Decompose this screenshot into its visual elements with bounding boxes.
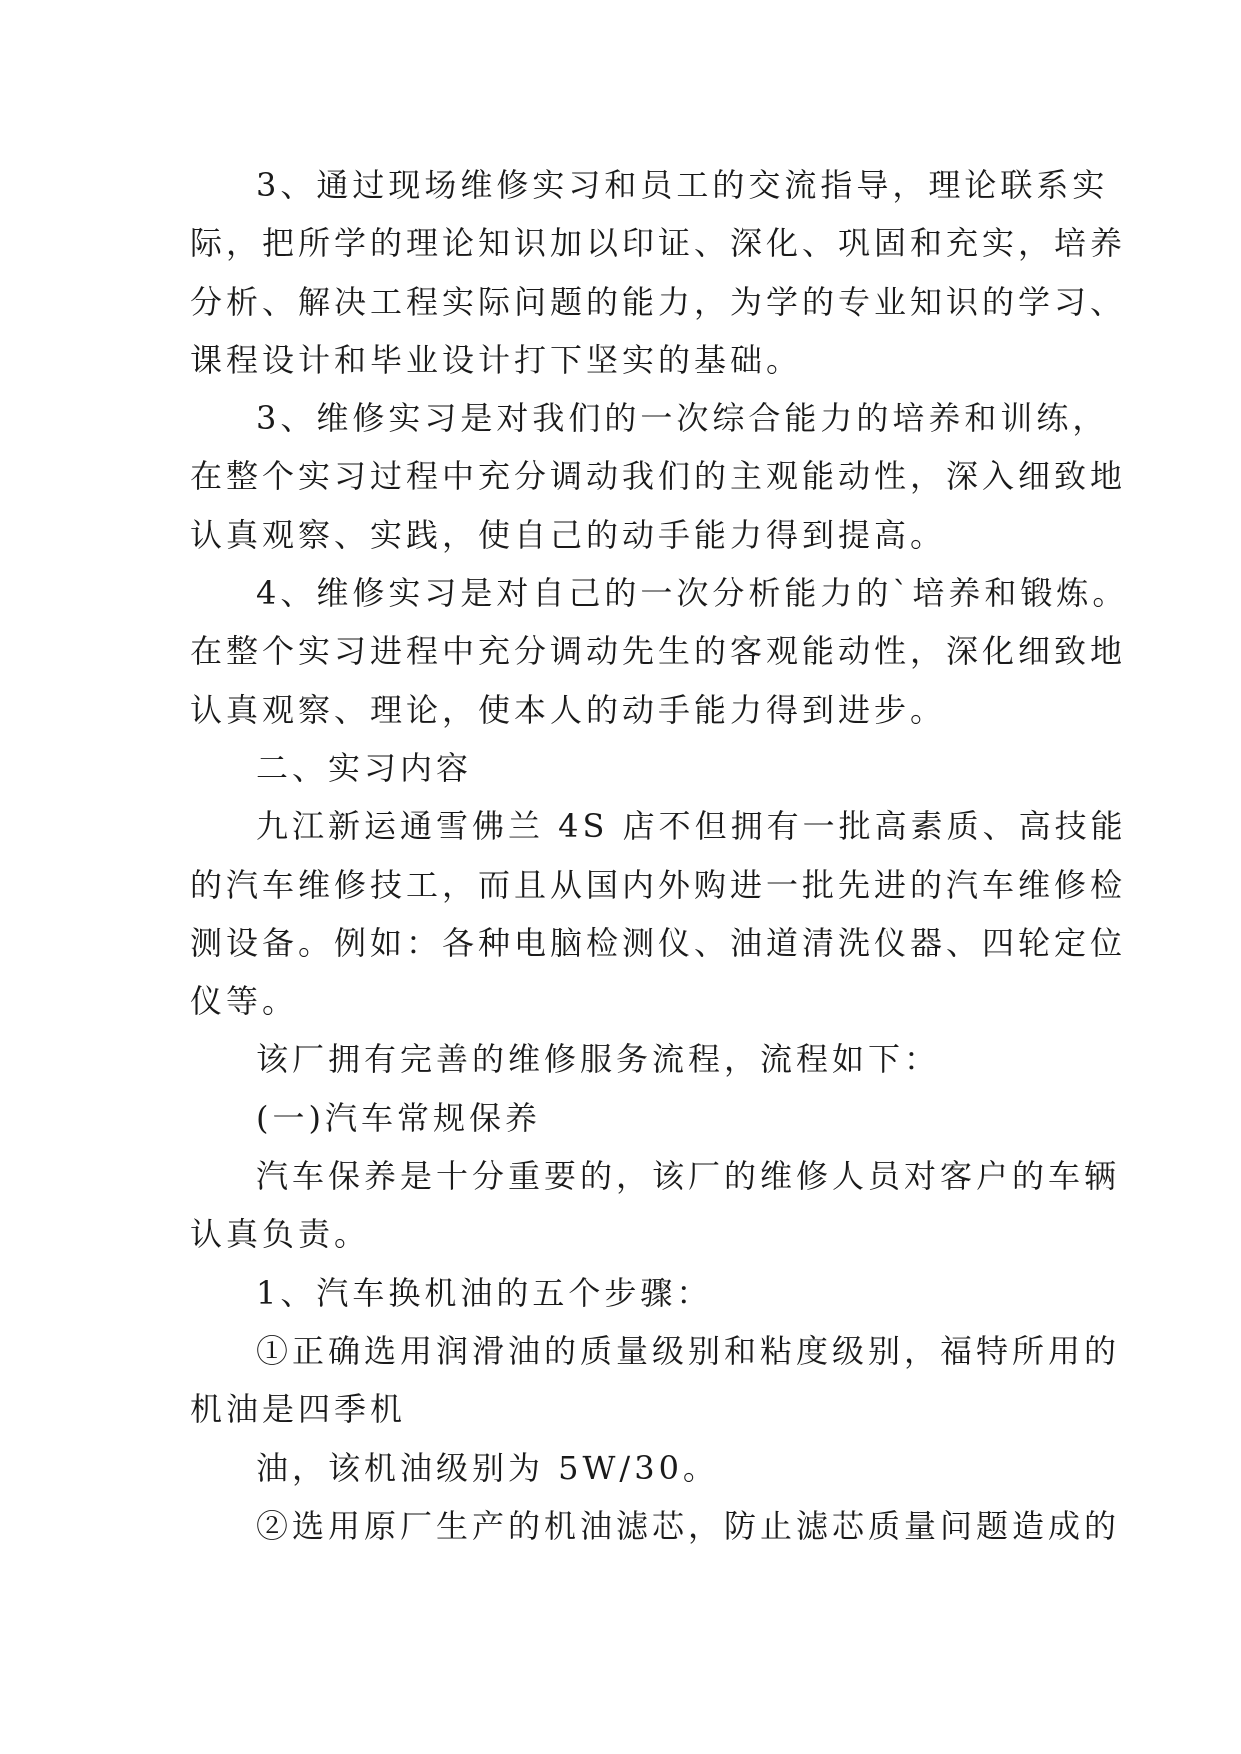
text-line: 汽车保养是十分重要的，该厂的维修人员对客户的车辆 <box>256 1157 1121 1196</box>
text-line: 际，把所学的理论知识加以印证、深化、巩固和充实，培养 <box>190 224 1127 263</box>
text-line: 1、汽车换机油的五个步骤： <box>256 1273 713 1312</box>
text-line: 3、维修实习是对我们的一次综合能力的培养和训练， <box>256 399 1109 438</box>
text-line: 认真观察、理论，使本人的动手能力得到进步。 <box>190 690 947 729</box>
subsection-heading: (一)汽车常规保养 <box>256 1098 541 1137</box>
text-line: 认真负责。 <box>190 1215 371 1254</box>
text-line: 在整个实习过程中充分调动我们的主观能动性，深入细致地 <box>190 457 1127 496</box>
text-line: 分析、解决工程实际问题的能力，为学的专业知识的学习、 <box>190 282 1127 321</box>
text-line: ②选用原厂生产的机油滤芯，防止滤芯质量问题造成的 <box>256 1506 1121 1545</box>
text-line: 九江新运通雪佛兰 4S 店不但拥有一批高素质、高技能 <box>256 807 1127 846</box>
text-line: 仪等。 <box>190 982 299 1021</box>
section-heading: 二、实习内容 <box>256 748 473 787</box>
text-line: 该厂拥有完善的维修服务流程，流程如下： <box>256 1040 941 1079</box>
text-line: 油，该机油级别为 5W/30。 <box>256 1448 719 1487</box>
text-line: 在整个实习进程中充分调动先生的客观能动性，深化细致地 <box>190 632 1127 671</box>
text-line: 测设备。例如：各种电脑检测仪、油道清洗仪器、四轮定位 <box>190 923 1127 962</box>
document-body <box>190 156 1129 1555</box>
text-line: ①正确选用润滑油的质量级别和粘度级别，福特所用的 <box>256 1331 1121 1370</box>
text-line: 机油是四季机 <box>190 1390 407 1429</box>
text-line: 的汽车维修技工，而且从国内外购进一批先进的汽车维修检 <box>190 865 1127 904</box>
text-line: 4、维修实习是对自己的一次分析能力的`培养和锻炼。 <box>256 574 1129 613</box>
text-line: 课程设计和毕业设计打下坚实的基础。 <box>190 340 803 379</box>
text-line: 3、通过现场维修实习和员工的交流指导，理论联系实 <box>256 166 1109 204</box>
text-line: 认真观察、实践，使自己的动手能力得到提高。 <box>190 515 947 554</box>
